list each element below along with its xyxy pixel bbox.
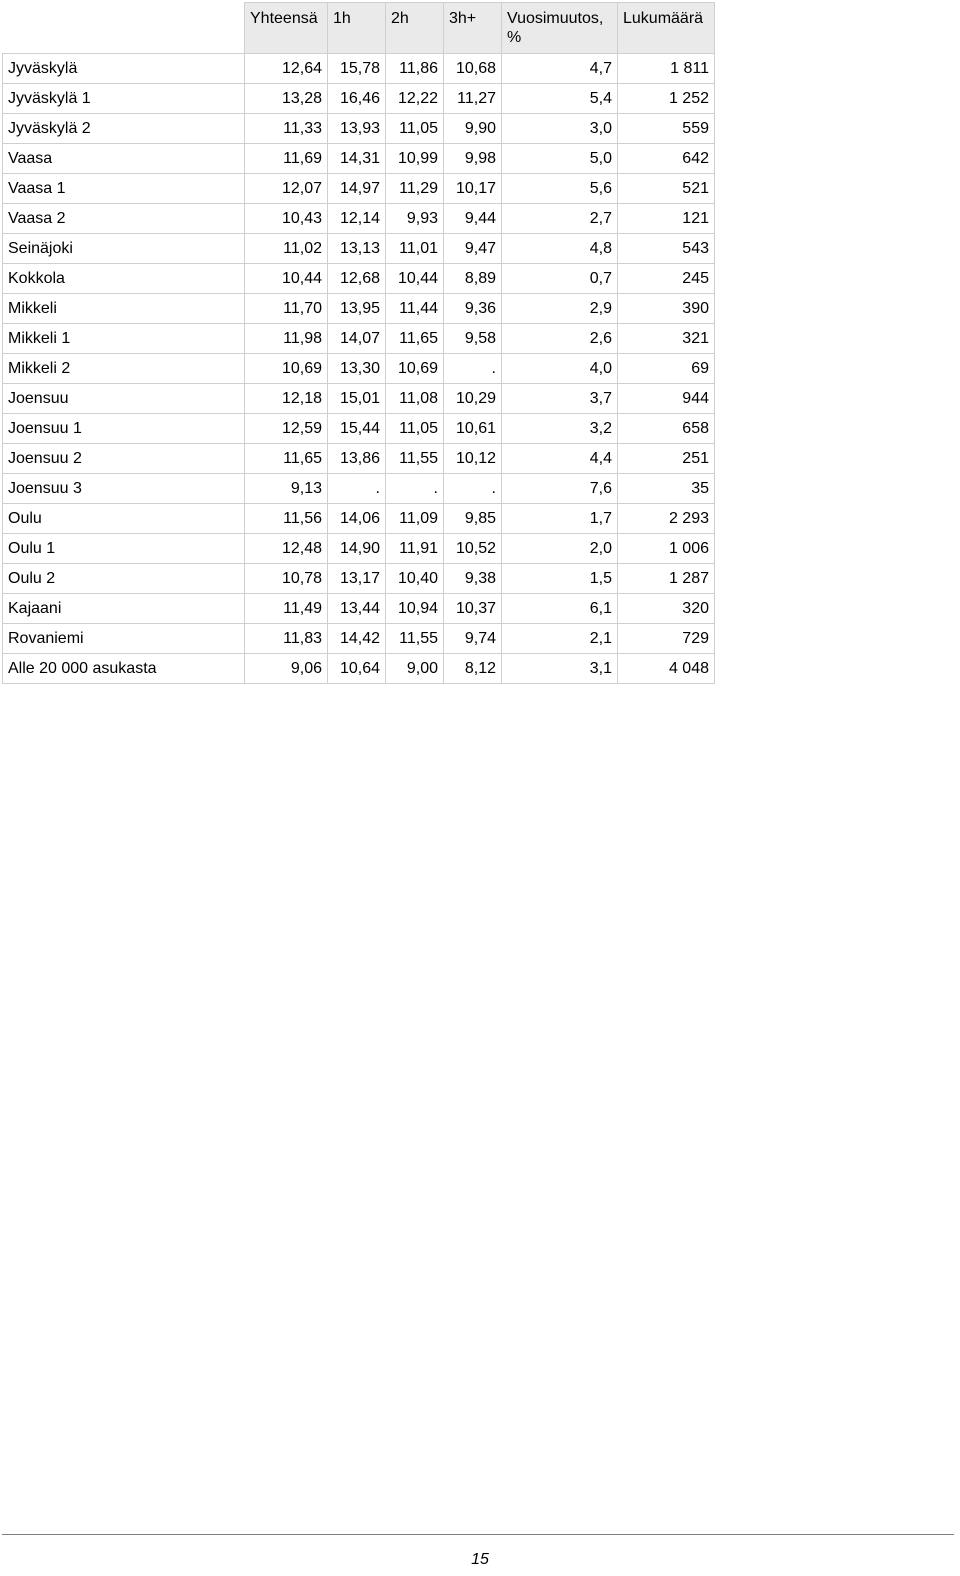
row-label: Joensuu <box>3 384 245 414</box>
value-cell: 5,6 <box>502 174 618 204</box>
value-cell: 321 <box>618 324 715 354</box>
value-cell: 10,40 <box>386 564 444 594</box>
value-cell: 13,44 <box>328 594 386 624</box>
value-cell: 9,38 <box>444 564 502 594</box>
value-cell: 69 <box>618 354 715 384</box>
value-cell: 9,06 <box>245 654 328 684</box>
row-label: Oulu <box>3 504 245 534</box>
value-cell: . <box>444 474 502 504</box>
column-header: Vuosimuutos, % <box>502 3 618 54</box>
value-cell: 11,65 <box>245 444 328 474</box>
value-cell: 16,46 <box>328 84 386 114</box>
value-cell: 2 293 <box>618 504 715 534</box>
value-cell: 1 811 <box>618 54 715 84</box>
value-cell: 13,13 <box>328 234 386 264</box>
row-label: Alle 20 000 asukasta <box>3 654 245 684</box>
value-cell: 15,44 <box>328 414 386 444</box>
value-cell: 3,1 <box>502 654 618 684</box>
value-cell: 245 <box>618 264 715 294</box>
value-cell: 11,65 <box>386 324 444 354</box>
value-cell: 944 <box>618 384 715 414</box>
value-cell: 11,27 <box>444 84 502 114</box>
value-cell: 13,95 <box>328 294 386 324</box>
row-label: Vaasa <box>3 144 245 174</box>
value-cell: 4 048 <box>618 654 715 684</box>
table-row <box>3 504 715 534</box>
table-row <box>3 414 715 444</box>
value-cell: 658 <box>618 414 715 444</box>
value-cell: 10,69 <box>386 354 444 384</box>
column-header: Yhteensä <box>245 3 328 54</box>
row-label: Jyväskylä <box>3 54 245 84</box>
value-cell: 14,31 <box>328 144 386 174</box>
value-cell: 4,7 <box>502 54 618 84</box>
value-cell: 11,70 <box>245 294 328 324</box>
value-cell: 10,44 <box>245 264 328 294</box>
value-cell: 3,7 <box>502 384 618 414</box>
table-row <box>3 54 715 84</box>
value-cell: 11,09 <box>386 504 444 534</box>
value-cell: 13,28 <box>245 84 328 114</box>
value-cell: 9,85 <box>444 504 502 534</box>
value-cell: 11,44 <box>386 294 444 324</box>
value-cell: 2,6 <box>502 324 618 354</box>
value-cell: 11,83 <box>245 624 328 654</box>
value-cell: 14,90 <box>328 534 386 564</box>
row-label: Kajaani <box>3 594 245 624</box>
value-cell: 0,7 <box>502 264 618 294</box>
value-cell: . <box>386 474 444 504</box>
value-cell: 729 <box>618 624 715 654</box>
value-cell: 10,99 <box>386 144 444 174</box>
value-cell: 11,98 <box>245 324 328 354</box>
value-cell: 14,97 <box>328 174 386 204</box>
value-cell: 11,55 <box>386 624 444 654</box>
table-row <box>3 114 715 144</box>
table-row <box>3 474 715 504</box>
row-label: Jyväskylä 1 <box>3 84 245 114</box>
header-corner-cell <box>3 3 245 54</box>
value-cell: 13,86 <box>328 444 386 474</box>
table-row <box>3 534 715 564</box>
column-header: 2h <box>386 3 444 54</box>
value-cell: 10,64 <box>328 654 386 684</box>
value-cell: 2,9 <box>502 294 618 324</box>
value-cell: 8,12 <box>444 654 502 684</box>
value-cell: 1 006 <box>618 534 715 564</box>
value-cell: 2,7 <box>502 204 618 234</box>
value-cell: 9,74 <box>444 624 502 654</box>
value-cell: 3,2 <box>502 414 618 444</box>
table-row <box>3 624 715 654</box>
value-cell: 11,91 <box>386 534 444 564</box>
table-row <box>3 174 715 204</box>
value-cell: 14,07 <box>328 324 386 354</box>
table-row <box>3 324 715 354</box>
value-cell: 9,90 <box>444 114 502 144</box>
value-cell: 8,89 <box>444 264 502 294</box>
value-cell: 642 <box>618 144 715 174</box>
value-cell: 11,55 <box>386 444 444 474</box>
value-cell: 12,59 <box>245 414 328 444</box>
value-cell: 9,58 <box>444 324 502 354</box>
value-cell: 10,44 <box>386 264 444 294</box>
row-label: Vaasa 2 <box>3 204 245 234</box>
row-label: Joensuu 2 <box>3 444 245 474</box>
value-cell: 10,37 <box>444 594 502 624</box>
table-body <box>3 54 715 684</box>
value-cell: 10,94 <box>386 594 444 624</box>
value-cell: 9,44 <box>444 204 502 234</box>
value-cell: 15,78 <box>328 54 386 84</box>
value-cell: 11,29 <box>386 174 444 204</box>
value-cell: 9,36 <box>444 294 502 324</box>
row-label: Oulu 2 <box>3 564 245 594</box>
value-cell: 2,0 <box>502 534 618 564</box>
table-row <box>3 564 715 594</box>
value-cell: 12,14 <box>328 204 386 234</box>
value-cell: 2,1 <box>502 624 618 654</box>
table-row <box>3 294 715 324</box>
value-cell: 35 <box>618 474 715 504</box>
value-cell: 10,17 <box>444 174 502 204</box>
value-cell: 9,13 <box>245 474 328 504</box>
table-row <box>3 84 715 114</box>
value-cell: 9,00 <box>386 654 444 684</box>
value-cell: 6,1 <box>502 594 618 624</box>
value-cell: 11,86 <box>386 54 444 84</box>
value-cell: 320 <box>618 594 715 624</box>
value-cell: 559 <box>618 114 715 144</box>
value-cell: 13,93 <box>328 114 386 144</box>
value-cell: 10,43 <box>245 204 328 234</box>
value-cell: 10,29 <box>444 384 502 414</box>
value-cell: 11,08 <box>386 384 444 414</box>
value-cell: 390 <box>618 294 715 324</box>
value-cell: . <box>444 354 502 384</box>
value-cell: 11,69 <box>245 144 328 174</box>
value-cell: 7,6 <box>502 474 618 504</box>
footer-divider <box>2 1534 954 1535</box>
value-cell: 11,02 <box>245 234 328 264</box>
table-row <box>3 234 715 264</box>
value-cell: 9,98 <box>444 144 502 174</box>
value-cell: 1 287 <box>618 564 715 594</box>
rent-statistics-table <box>2 2 715 684</box>
value-cell: 11,49 <box>245 594 328 624</box>
value-cell: 12,64 <box>245 54 328 84</box>
value-cell: 12,48 <box>245 534 328 564</box>
page-number: 15 <box>471 1551 489 1568</box>
value-cell: 14,06 <box>328 504 386 534</box>
value-cell: 543 <box>618 234 715 264</box>
value-cell: 13,30 <box>328 354 386 384</box>
value-cell: 12,68 <box>328 264 386 294</box>
column-header: 1h <box>328 3 386 54</box>
row-label: Oulu 1 <box>3 534 245 564</box>
row-label: Jyväskylä 2 <box>3 114 245 144</box>
value-cell: 5,0 <box>502 144 618 174</box>
row-label: Mikkeli 1 <box>3 324 245 354</box>
value-cell: 121 <box>618 204 715 234</box>
value-cell: 251 <box>618 444 715 474</box>
value-cell: 1 252 <box>618 84 715 114</box>
value-cell: 4,8 <box>502 234 618 264</box>
row-label: Seinäjoki <box>3 234 245 264</box>
row-label: Joensuu 1 <box>3 414 245 444</box>
value-cell: 12,18 <box>245 384 328 414</box>
row-label: Vaasa 1 <box>3 174 245 204</box>
table-row <box>3 354 715 384</box>
table-row <box>3 144 715 174</box>
row-label: Kokkola <box>3 264 245 294</box>
table-row <box>3 264 715 294</box>
column-header: Lukumäärä <box>618 3 715 54</box>
value-cell: 9,47 <box>444 234 502 264</box>
value-cell: 521 <box>618 174 715 204</box>
value-cell: 12,22 <box>386 84 444 114</box>
value-cell: 9,93 <box>386 204 444 234</box>
table-row <box>3 444 715 474</box>
value-cell: 10,78 <box>245 564 328 594</box>
value-cell: 11,01 <box>386 234 444 264</box>
value-cell: 4,0 <box>502 354 618 384</box>
column-header: 3h+ <box>444 3 502 54</box>
value-cell: 11,05 <box>386 414 444 444</box>
value-cell: 10,68 <box>444 54 502 84</box>
value-cell: 1,5 <box>502 564 618 594</box>
value-cell: 10,52 <box>444 534 502 564</box>
header-row <box>3 3 715 54</box>
row-label: Rovaniemi <box>3 624 245 654</box>
value-cell: . <box>328 474 386 504</box>
value-cell: 10,61 <box>444 414 502 444</box>
value-cell: 1,7 <box>502 504 618 534</box>
table-row <box>3 384 715 414</box>
value-cell: 5,4 <box>502 84 618 114</box>
value-cell: 11,33 <box>245 114 328 144</box>
value-cell: 4,4 <box>502 444 618 474</box>
value-cell: 3,0 <box>502 114 618 144</box>
value-cell: 15,01 <box>328 384 386 414</box>
value-cell: 10,69 <box>245 354 328 384</box>
value-cell: 10,12 <box>444 444 502 474</box>
table-row <box>3 204 715 234</box>
table-row <box>3 654 715 684</box>
row-label: Mikkeli 2 <box>3 354 245 384</box>
value-cell: 13,17 <box>328 564 386 594</box>
value-cell: 14,42 <box>328 624 386 654</box>
table-row <box>3 594 715 624</box>
value-cell: 12,07 <box>245 174 328 204</box>
row-label: Mikkeli <box>3 294 245 324</box>
value-cell: 11,05 <box>386 114 444 144</box>
row-label: Joensuu 3 <box>3 474 245 504</box>
value-cell: 11,56 <box>245 504 328 534</box>
